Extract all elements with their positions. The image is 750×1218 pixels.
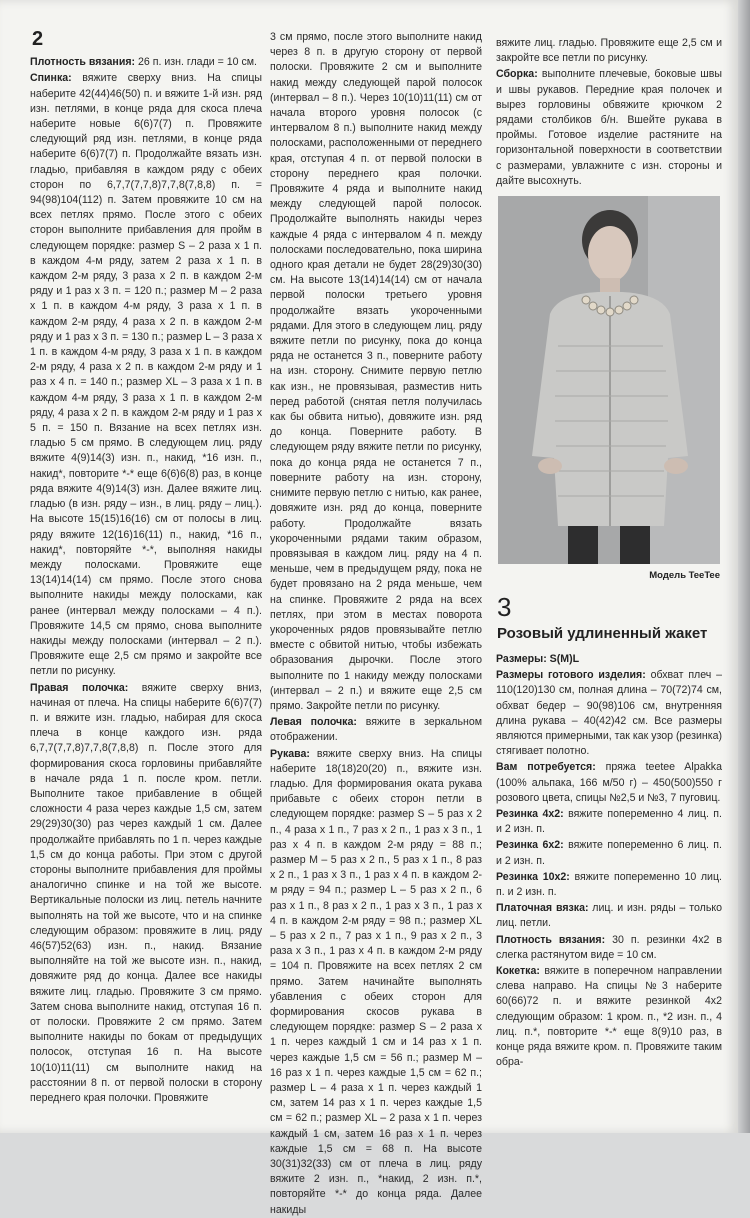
paragraph-heading: Платочная вязка: xyxy=(496,902,589,915)
model-illustration xyxy=(498,196,720,564)
paragraph xyxy=(496,933,722,963)
paragraph-text: 30 п. резинки 4х2 в слегка растянутом виде = 10 см. xyxy=(496,933,723,961)
section-title: Розовый удлиненный жакет xyxy=(497,625,708,642)
paragraph xyxy=(270,747,482,1218)
paragraph-heading: Размеры готового изделия: xyxy=(496,669,646,682)
col3-bottom-paragraphs xyxy=(496,652,722,1070)
paragraph-heading: Спинка: xyxy=(30,72,72,85)
paragraph-heading: Резинка 4х2: xyxy=(496,808,564,821)
paragraph xyxy=(496,964,722,1070)
text-column-right-top xyxy=(496,36,722,186)
paragraph-text: вяжите сверху вниз. На спицы наберите 42(44)46(50) п. и вяжите 1-й изн. ряд изн. петлями, в конце ряда для скоса плеча наберите новые 6(6)7(7) п. Провяжите следующий ряд изн. петлями, в конце ряда наберите 6(6)7(7) п. Продолжайте вязать изн. гладью, прибавляя в каждом ряду с обеих сторон по 6,7,7(7,7,8)7,7,8(7,8,8) п. = 94(98)104(112) п. Затем провяжите 10 см на всех петлях прямо. После этого с обеих сторон выполните прибавления для пройм в следующем порядке: размер S – 2 раза х 1 п. в каждом 4-м ряду, затем 2 раза х 1 п. в каждом 2-м ряду, 3 раза х 2 п. в каждом 2-м ряду и 1 раз х 3 п. = 120 п.; размер M – 2 раза х 1 п. в каждом 4-м ряду, 3 раза х 1 п. в каждом 2-м ряду, 4 раза х 2 п. в каждом 2-м ряду и 1 раз х 3 п. = 130 п.; размер L – 3 раза х 1 п. в каждом 4-м ряду, 3 раза х 1 п. в каждом 2-м ряду, 4 раза х 2 п. в каждом 2-м ряду и 1 раз х 4 п. = 140 п.; размер XL – 3 раза х 1 п. в каждом 4-м ряду, 3 раза х 1 п. в каждом 2-м ряду, 4 раза х 2 п. в каждом 2-м ряду и 1 раз х 5 п. = 150 п. Вязание на всех петлях изн. гладью 5 см прямо. В следующем лиц. ряду вяжите 4(9)14(3) изн. п., накид, *16 изн. п., накид*, повторите *-* еще 6(6)6(8) раз, в конце ряда вяжите 4(9)14(3) изн. Далее вяжите лиц. гладью (в изн. ряду – изн., в лиц. ряду – лиц.). На высоте 15(15)16(16) см от полосы в лиц. ряду вяжите 12(16)16(11) п., накид, *16 п., накид*, повторяйте *-*, выполняя накиды между полосками. Провяжите еще 13(14)14(14) см прямо. После этого снова выполните накиды между полосками, как ранее (интервал между полосками – 4 п.). Провяжите 14,5 см прямо, снова выполните накиды между полосками (интервал – 2 п.). Провяжите еще 2,5 см прямо и закройте все петли по рисунку. xyxy=(30,72,262,678)
paragraph-heading: Резинка 6х2: xyxy=(496,839,564,852)
paragraph-text: вяжите попеременно 10 лиц. п. и 2 изн. п. xyxy=(496,870,722,899)
paragraph-text: вяжите попеременно 6 лиц. п. и 2 изн. п. xyxy=(496,839,722,867)
paragraph-text: обхват плеч – 110(120)130 см, полная длина – 70(72)74 см, обхват бедер – 90(98)106 см, внутренняя длина рукава – 40(42)42 см. Все размеры являются примерными, так как узор (резинка) стягивает полотно. xyxy=(496,669,723,758)
text-column-middle xyxy=(270,30,482,1216)
paragraph-text: вяжите в зеркальном отображении. xyxy=(270,716,482,744)
paragraph xyxy=(270,715,482,745)
paragraph xyxy=(496,901,722,931)
paragraph-text: вяжите попеременно 4 лиц. п. и 2 изн. п. xyxy=(496,808,722,836)
paragraph xyxy=(496,67,722,189)
model-photo xyxy=(498,196,720,564)
paragraph-heading: Плотность вязания: xyxy=(496,933,606,946)
photo-caption: Модель TeeTee xyxy=(649,570,720,581)
paragraph-heading: Резинка 10х2: xyxy=(496,870,570,883)
paragraph-text: лиц. и изн. ряды – только лиц. петли. xyxy=(496,902,722,930)
paragraph-text: пряжа teetee Alpakka (100% альпака, 166 м/50 г) – 450(500)550 г розового цвета, спицы №2,5 и №3, 7 пуговиц. xyxy=(496,761,722,804)
paragraph xyxy=(496,870,722,900)
section-number-3: 3 xyxy=(497,592,512,622)
text-column-left xyxy=(30,30,262,1120)
paragraph-heading: Рукава: xyxy=(270,747,310,760)
paragraph xyxy=(496,36,722,66)
col1-paragraphs xyxy=(30,55,262,1106)
col2-paragraphs xyxy=(270,30,482,1218)
paragraph-text: вяжите лиц. гладью. Провяжите еще 2,5 см и закройте все петли по рисунку. xyxy=(496,37,722,65)
paragraph-heading: Плотность вязания: xyxy=(30,56,136,69)
paragraph xyxy=(496,760,722,806)
paragraph xyxy=(496,838,722,868)
paragraph-heading: Размеры: S(M)L xyxy=(496,653,580,665)
paragraph-heading: Сборка: xyxy=(496,68,538,81)
paragraph xyxy=(30,71,262,679)
paragraph-heading: Левая полочка: xyxy=(270,716,357,729)
col3-top-paragraphs xyxy=(496,36,722,189)
paragraph-heading: Правая полочка: xyxy=(30,681,129,694)
text-column-right-bottom xyxy=(496,652,722,1122)
paragraph-heading: Кокетка: xyxy=(496,965,540,978)
paragraph-text: 3 см прямо, после этого выполните накид через 8 п. в другую сторону от первой полоски. Провяжите 2 см и выполните накид между следующей парой полосок (интервал – 8 п.). Через 10(10)11(11) см от начала второго уровня полосок (с интервалом 8 п.) выполните накид между полосками, расположенными от переднего края, отступая 4 п. от первой полоски в сторону переднего края полочки. Провяжите 4 ряда и выполните накид между следующей парой полосок. Продолжайте выполнять накиды через каждые 4 ряда с интервалом 4 п. между полосками последовательно, пока ширина одного края детали не будет 28(29)30(30) см. На высоте 13(14)14(14) см от начала первой полоски третьего уровня продолжайте вязать укороченными рядами. Для этого в следующем лиц. ряду вяжите петли по рисунку, пока до конца ряда не останется 3 п., поверните работу на изн. сторону. Снимите первую петлю как изн., не провязывая, разместив нить перед работой (снятая петля получилась как бы обвита нитью), довяжите изн. ряд до конца. Поверните работу. В следующем ряду вяжите петли по рисунку, пока до конца ряда не останется 7 п., поверните работу на изн. сторону, снимите первую петлю с нитью, как ранее, довяжите изн. ряд до конца, поверните работу. Продолжайте вязать укороченными рядами таким образом, провязывая в каждом лиц. ряду на 4 п. меньше, чем в предыдущем ряду, пока не будет провязано на 2 ряда меньше, чем на спинке. Провяжите 2 ряда на всех петлях, при этом в местах поворота укороченных рядов провязывайте петлю вместе с обвитой нитью, чтобы избежать образования дырочки. После этого выполните по 1 накиду между полосками (интервал – 2 п.) и вяжите еще 2,5 см прямо. Закройте петли по рисунку. xyxy=(270,31,482,712)
paragraph xyxy=(496,807,722,837)
paragraph xyxy=(30,55,262,70)
paragraph xyxy=(496,652,722,667)
paragraph-heading: Вам потребуется: xyxy=(496,761,596,774)
paragraph-text: выполните плечевые, боковые швы и швы рукавов. Передние края полочек и вырез горловины обвяжите крючком 2 рядами столбиков б/н. Вшейте рукава в проймы. Готовое изделие растяните на горизонтальной поверхности в соответствии с размерами, увлажните с изн. стороны и дайте высохнуть. xyxy=(496,68,722,187)
paragraph xyxy=(270,30,482,714)
paragraph xyxy=(30,681,262,1107)
paragraph-text: вяжите сверху вниз. На спицы наберите 18(18)20(20) п., вяжите изн. гладью. Для формирования оката рукава прибавьте с обеих сторон петли в следующем порядке: размер S – 5 раз х 2 п., 4 раза х 1 п., 7 раз х 2 п., 1 раз х 3 п., 1 раз х 4 п. в каждом 2-м ряду = 88 п.; размер M – 5 раз х 2 п., 5 раз х 1 п., 8 раз х 2 п., 1 раз х 3 п., 1 раз х 4 п. в каждом 2-м ряду = 94 п.; размер L – 5 раз х 2 п., 6 раз х 1 п., 8 раз х 2 п., 1 раз х 3 п., 1 раз х 4 п. в каждом 2-м ряду = 98 п.; размер XL – 5 раз х 2 п., 7 раз х 1 п., 9 раз х 2 п., 3 раза х 3 п., 1 раз х 4 п. в каждом 2-м ряду = 104 п. Провяжите на всех петлях 2 см прямо. Затем начинайте выполнять убавления с обеих сторон для формирования скосов рукава в следующем порядке: размер S – 2 раза х 1 п. через каждый 1 см и 14 раз х 1 п. через каждые 1,5 см = 56 п.; размер M – 16 раз х 1 п. через каждые 1,5 см = 62 п.; размер L – 4 раза х 1 п. через каждый 1 см, затем 14 раз х 1 п. через каждые 1,5 см = 62 п.; размер XL – 2 раза х 1 п. через каждый 1 см, затем 16 раз х 1 п. через каждые 1,5 см = 68 п. На высоте 30(31)32(33) см от плеча в лиц. ряду вяжите 2 изн. п., *накид, 2 изн. п.*, повторяйте *-* до конца ряда. Далее накиды xyxy=(270,747,482,1216)
page-edge xyxy=(738,0,750,1133)
paragraph-text: вяжите в поперечном направлении слева направо. На спицы №3 наберите 60(66)72 п. и вяжите резинкой 4х2 следующим образом: 1 кром. п., *2 изн. п., 4 лиц. п.*, повторите *-* еще 8(9)10 раз, в конце ряда вяжите кром. п. Провяжите таким обра- xyxy=(496,965,722,1069)
paragraph-text: вяжите сверху вниз, начиная от плеча. На спицы наберите 6(6)7(7) п. и вяжите изн. гладью, набирая для скоса плеча в конце каждого изн. ряда 6,7,7(7,7,8)7,7,8(7,8,8) п. После этого для формирования скоса горловины прибавляйте в начале ряда 1 п. после кром. петли. Выполните такое прибавление в общей сложности 4 раза через каждые 1,5 см, затем 29(29)30(30) раз через каждый 1 см. Далее продолжайте прибавлять по 1 п. через каждые 1,5 см до конца работы. При этом с другой стороны выполните прибавления для проймы аналогично спинке и на той же высоте. Вертикальные полоски из лиц. петель начните выполнять на той же высоте, что и на спинке следующим образом: провяжите в лиц. ряду 46(57)52(63) изн. п., накид. Вязание выполняйте на той же высоте изн. п., накид, довяжите ряд до конца. Далее все накиды вяжите лиц. гладью. Провяжите 3 см прямо. Затем снова выполните накид, отступая 16 п. от полоски. Провяжите 2 см прямо. Затем выполните накиды по бокам от предыдущих полосок, отступая 16 п. На высоте 10(10)11(11) см выполните накид на расстоянии 8 п. от первой полоски в сторону переднего края полочки. Провяжите xyxy=(30,681,262,1105)
section-number-2: 2 xyxy=(32,28,44,50)
paragraph-text: 26 п. изн. глади = 10 см. xyxy=(135,56,257,69)
paragraph xyxy=(496,668,722,759)
